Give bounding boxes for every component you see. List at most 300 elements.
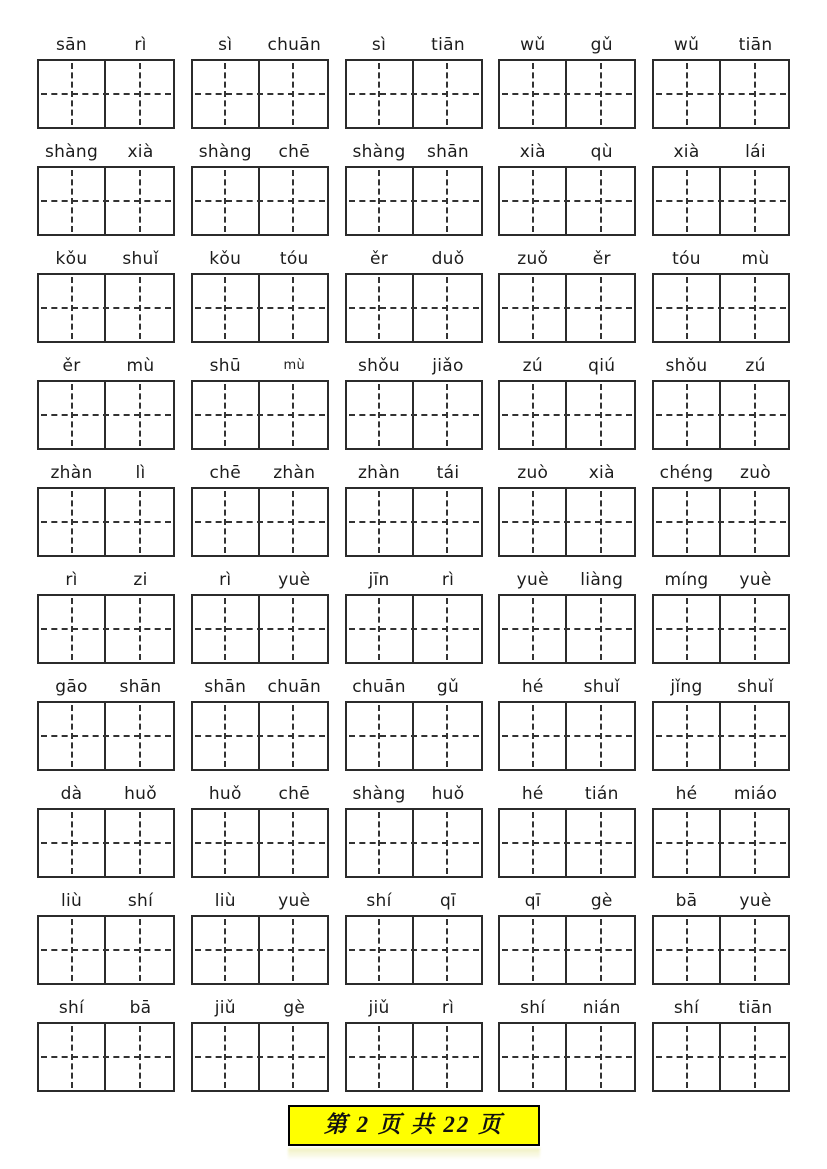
vertical-dashed-guide bbox=[754, 170, 756, 232]
vertical-dashed-guide bbox=[292, 1026, 294, 1088]
practice-box bbox=[652, 808, 790, 878]
vertical-dashed-guide bbox=[139, 812, 141, 874]
practice-box bbox=[37, 487, 175, 557]
pinyin-label: shuǐ bbox=[583, 677, 620, 697]
practice-box bbox=[498, 594, 636, 664]
pinyin-label: miáo bbox=[733, 784, 778, 804]
word-pair-group bbox=[37, 245, 175, 343]
word-pair-group bbox=[652, 245, 790, 343]
pinyin-label: qī bbox=[524, 891, 541, 911]
vertical-dashed-guide bbox=[292, 491, 294, 553]
vertical-dashed-guide bbox=[71, 598, 73, 660]
pinyin-label: jiǔ bbox=[368, 998, 390, 1018]
word-pair-group bbox=[191, 352, 329, 450]
word-pair-group bbox=[498, 780, 636, 878]
vertical-dashed-guide bbox=[532, 384, 534, 446]
pinyin-label-row bbox=[652, 352, 790, 376]
practice-box bbox=[498, 380, 636, 450]
practice-cell bbox=[721, 596, 788, 662]
page-number-footer: 第 2 页 共 22 页 bbox=[288, 1105, 540, 1146]
pinyin-label-row bbox=[345, 780, 483, 804]
vertical-dashed-guide bbox=[686, 705, 688, 767]
pinyin-label-row bbox=[498, 31, 636, 55]
pinyin-label: yuè bbox=[739, 891, 772, 911]
vertical-dashed-guide bbox=[71, 277, 73, 339]
vertical-dashed-guide bbox=[600, 812, 602, 874]
vertical-dashed-guide bbox=[446, 384, 448, 446]
practice-cell bbox=[106, 703, 173, 769]
vertical-dashed-guide bbox=[754, 1026, 756, 1088]
practice-cell bbox=[414, 168, 481, 234]
word-pair-group bbox=[37, 352, 175, 450]
pinyin-label: shí bbox=[366, 891, 392, 911]
word-pair-group bbox=[37, 887, 175, 985]
practice-cell bbox=[414, 275, 481, 341]
practice-cell bbox=[39, 168, 106, 234]
vertical-dashed-guide bbox=[446, 63, 448, 125]
practice-cell bbox=[721, 61, 788, 127]
practice-cell bbox=[347, 382, 414, 448]
vertical-dashed-guide bbox=[686, 491, 688, 553]
practice-cell bbox=[260, 275, 327, 341]
pinyin-label: yuè bbox=[278, 570, 311, 590]
pinyin-label-row bbox=[191, 887, 329, 911]
pinyin-label: shān bbox=[426, 142, 470, 162]
vertical-dashed-guide bbox=[532, 812, 534, 874]
practice-box bbox=[191, 380, 329, 450]
vertical-dashed-guide bbox=[686, 63, 688, 125]
vertical-dashed-guide bbox=[532, 491, 534, 553]
vertical-dashed-guide bbox=[71, 919, 73, 981]
pinyin-label: gāo bbox=[55, 677, 88, 697]
practice-box bbox=[345, 273, 483, 343]
word-row bbox=[37, 459, 790, 557]
pinyin-label: xià bbox=[127, 142, 154, 162]
vertical-dashed-guide bbox=[754, 919, 756, 981]
practice-cell bbox=[567, 596, 634, 662]
practice-cell bbox=[39, 382, 106, 448]
practice-box bbox=[37, 166, 175, 236]
pinyin-label: chē bbox=[278, 142, 310, 162]
pinyin-label: chē bbox=[278, 784, 310, 804]
practice-cell bbox=[39, 1024, 106, 1090]
vertical-dashed-guide bbox=[446, 598, 448, 660]
pinyin-label: zi bbox=[133, 570, 148, 590]
vertical-dashed-guide bbox=[532, 919, 534, 981]
practice-box bbox=[498, 915, 636, 985]
pinyin-label-row bbox=[345, 673, 483, 697]
word-row bbox=[37, 31, 790, 129]
vertical-dashed-guide bbox=[139, 705, 141, 767]
pinyin-label: shí bbox=[58, 998, 85, 1018]
pinyin-label: sì bbox=[218, 35, 233, 55]
vertical-dashed-guide bbox=[446, 812, 448, 874]
vertical-dashed-guide bbox=[292, 705, 294, 767]
pinyin-label: jiǔ bbox=[214, 998, 236, 1018]
practice-cell bbox=[721, 810, 788, 876]
vertical-dashed-guide bbox=[224, 1026, 226, 1088]
pinyin-label-row bbox=[345, 352, 483, 376]
practice-cell bbox=[567, 489, 634, 555]
pinyin-label: liàng bbox=[580, 570, 624, 590]
practice-cell bbox=[500, 596, 567, 662]
pinyin-label-row bbox=[652, 673, 790, 697]
practice-cell bbox=[347, 275, 414, 341]
vertical-dashed-guide bbox=[139, 384, 141, 446]
pinyin-label: shuǐ bbox=[122, 249, 159, 269]
vertical-dashed-guide bbox=[686, 170, 688, 232]
pinyin-label: liù bbox=[60, 891, 83, 911]
vertical-dashed-guide bbox=[71, 491, 73, 553]
pinyin-label: shí bbox=[127, 891, 154, 911]
pinyin-label: tiān bbox=[738, 35, 773, 55]
practice-cell bbox=[193, 489, 260, 555]
vertical-dashed-guide bbox=[600, 598, 602, 660]
pinyin-label-row bbox=[191, 673, 329, 697]
pinyin-label-row bbox=[37, 566, 175, 590]
pinyin-label: qù bbox=[590, 142, 613, 162]
word-pair-group bbox=[345, 459, 483, 557]
word-pair-group bbox=[191, 138, 329, 236]
pinyin-label-row bbox=[652, 994, 790, 1018]
practice-cell bbox=[106, 275, 173, 341]
practice-box bbox=[345, 915, 483, 985]
worksheet-grid bbox=[37, 31, 790, 1092]
pinyin-label: shàng bbox=[44, 142, 99, 162]
pinyin-label: hé bbox=[521, 677, 544, 697]
practice-box bbox=[345, 380, 483, 450]
practice-box bbox=[498, 166, 636, 236]
practice-cell bbox=[500, 917, 567, 983]
practice-cell bbox=[193, 168, 260, 234]
practice-cell bbox=[654, 1024, 721, 1090]
pinyin-label-row bbox=[37, 994, 175, 1018]
pinyin-label: kǒu bbox=[55, 249, 88, 269]
vertical-dashed-guide bbox=[600, 705, 602, 767]
practice-cell bbox=[721, 703, 788, 769]
practice-cell bbox=[567, 61, 634, 127]
pinyin-label: yuè bbox=[739, 570, 772, 590]
practice-cell bbox=[500, 61, 567, 127]
pinyin-label-row bbox=[498, 566, 636, 590]
vertical-dashed-guide bbox=[378, 277, 380, 339]
vertical-dashed-guide bbox=[292, 277, 294, 339]
pinyin-label-row bbox=[345, 138, 483, 162]
pinyin-label: shuǐ bbox=[737, 677, 774, 697]
word-pair-group bbox=[37, 780, 175, 878]
practice-cell bbox=[654, 61, 721, 127]
word-pair-group bbox=[498, 994, 636, 1092]
pinyin-label: rì bbox=[65, 570, 78, 590]
pinyin-label: tái bbox=[436, 463, 460, 483]
word-pair-group bbox=[345, 673, 483, 771]
pinyin-label: nián bbox=[582, 998, 621, 1018]
word-pair-group bbox=[37, 31, 175, 129]
word-pair-group bbox=[652, 887, 790, 985]
pinyin-label-row bbox=[191, 352, 329, 376]
pinyin-label: huǒ bbox=[208, 784, 242, 804]
word-pair-group bbox=[345, 31, 483, 129]
footer-reflection bbox=[288, 1148, 540, 1160]
practice-cell bbox=[193, 1024, 260, 1090]
word-pair-group bbox=[345, 138, 483, 236]
vertical-dashed-guide bbox=[139, 170, 141, 232]
practice-cell bbox=[260, 168, 327, 234]
practice-box bbox=[345, 594, 483, 664]
practice-cell bbox=[106, 810, 173, 876]
pinyin-label-row bbox=[498, 780, 636, 804]
pinyin-label: ěr bbox=[592, 249, 611, 269]
practice-cell bbox=[260, 1024, 327, 1090]
vertical-dashed-guide bbox=[532, 705, 534, 767]
vertical-dashed-guide bbox=[754, 384, 756, 446]
word-pair-group bbox=[345, 780, 483, 878]
practice-cell bbox=[654, 382, 721, 448]
vertical-dashed-guide bbox=[754, 598, 756, 660]
vertical-dashed-guide bbox=[224, 812, 226, 874]
practice-cell bbox=[193, 275, 260, 341]
pinyin-label-row bbox=[498, 138, 636, 162]
pinyin-label: huǒ bbox=[124, 784, 157, 804]
pinyin-label: mù bbox=[741, 249, 770, 269]
vertical-dashed-guide bbox=[378, 812, 380, 874]
pinyin-label-row bbox=[498, 673, 636, 697]
vertical-dashed-guide bbox=[378, 1026, 380, 1088]
vertical-dashed-guide bbox=[686, 1026, 688, 1088]
word-pair-group bbox=[652, 780, 790, 878]
practice-box bbox=[652, 166, 790, 236]
vertical-dashed-guide bbox=[532, 63, 534, 125]
practice-cell bbox=[500, 703, 567, 769]
practice-cell bbox=[347, 703, 414, 769]
word-pair-group bbox=[652, 566, 790, 664]
pinyin-label: lì bbox=[135, 463, 146, 483]
practice-cell bbox=[500, 489, 567, 555]
word-pair-group bbox=[498, 566, 636, 664]
practice-box bbox=[345, 166, 483, 236]
pinyin-label: tiān bbox=[431, 35, 465, 55]
practice-box bbox=[345, 1022, 483, 1092]
vertical-dashed-guide bbox=[378, 63, 380, 125]
practice-cell bbox=[654, 275, 721, 341]
vertical-dashed-guide bbox=[754, 63, 756, 125]
vertical-dashed-guide bbox=[532, 170, 534, 232]
pinyin-label: zuǒ bbox=[517, 249, 549, 269]
practice-box bbox=[345, 701, 483, 771]
word-pair-group bbox=[37, 994, 175, 1092]
practice-cell bbox=[500, 1024, 567, 1090]
vertical-dashed-guide bbox=[600, 1026, 602, 1088]
practice-box bbox=[652, 380, 790, 450]
practice-cell bbox=[721, 917, 788, 983]
word-pair-group bbox=[191, 245, 329, 343]
vertical-dashed-guide bbox=[446, 491, 448, 553]
vertical-dashed-guide bbox=[378, 705, 380, 767]
vertical-dashed-guide bbox=[686, 598, 688, 660]
pinyin-label-row bbox=[37, 352, 175, 376]
pinyin-label: rì bbox=[134, 35, 147, 55]
vertical-dashed-guide bbox=[686, 812, 688, 874]
pinyin-label-row bbox=[191, 245, 329, 269]
practice-box bbox=[345, 59, 483, 129]
practice-cell bbox=[654, 917, 721, 983]
word-row bbox=[37, 887, 790, 985]
pinyin-label: zú bbox=[745, 356, 766, 376]
practice-box bbox=[498, 701, 636, 771]
pinyin-label: gǔ bbox=[436, 677, 460, 697]
pinyin-label: jīn bbox=[368, 570, 390, 590]
pinyin-label-row bbox=[37, 887, 175, 911]
practice-cell bbox=[260, 489, 327, 555]
pinyin-label: chuān bbox=[267, 677, 322, 697]
word-pair-group bbox=[191, 887, 329, 985]
vertical-dashed-guide bbox=[532, 1026, 534, 1088]
practice-cell bbox=[654, 168, 721, 234]
pinyin-label: gè bbox=[283, 998, 306, 1018]
pinyin-label: shǒu bbox=[357, 356, 400, 376]
practice-box bbox=[498, 273, 636, 343]
practice-cell bbox=[106, 1024, 173, 1090]
practice-cell bbox=[193, 61, 260, 127]
pinyin-label-row bbox=[191, 459, 329, 483]
pinyin-label: chéng bbox=[659, 463, 714, 483]
vertical-dashed-guide bbox=[600, 277, 602, 339]
practice-box bbox=[191, 59, 329, 129]
pinyin-label: shàng bbox=[352, 784, 406, 804]
pinyin-label: bā bbox=[129, 998, 152, 1018]
pinyin-label: sān bbox=[56, 35, 87, 55]
pinyin-label: bā bbox=[675, 891, 698, 911]
vertical-dashed-guide bbox=[446, 1026, 448, 1088]
practice-cell bbox=[39, 61, 106, 127]
vertical-dashed-guide bbox=[224, 170, 226, 232]
practice-box bbox=[652, 594, 790, 664]
practice-cell bbox=[193, 703, 260, 769]
pinyin-label-row bbox=[652, 780, 790, 804]
vertical-dashed-guide bbox=[224, 491, 226, 553]
pinyin-label: zhàn bbox=[273, 463, 316, 483]
vertical-dashed-guide bbox=[292, 384, 294, 446]
vertical-dashed-guide bbox=[600, 63, 602, 125]
vertical-dashed-guide bbox=[71, 1026, 73, 1088]
pinyin-label-row bbox=[191, 31, 329, 55]
practice-cell bbox=[39, 917, 106, 983]
practice-cell bbox=[193, 382, 260, 448]
practice-box bbox=[191, 701, 329, 771]
pinyin-label-row bbox=[345, 566, 483, 590]
pinyin-label: chē bbox=[209, 463, 241, 483]
vertical-dashed-guide bbox=[292, 598, 294, 660]
pinyin-label: shí bbox=[520, 998, 546, 1018]
word-pair-group bbox=[37, 459, 175, 557]
practice-cell bbox=[39, 275, 106, 341]
vertical-dashed-guide bbox=[446, 170, 448, 232]
word-pair-group bbox=[37, 566, 175, 664]
vertical-dashed-guide bbox=[378, 598, 380, 660]
practice-box bbox=[37, 1022, 175, 1092]
practice-cell bbox=[500, 275, 567, 341]
word-pair-group bbox=[345, 352, 483, 450]
pinyin-label: rì bbox=[219, 570, 232, 590]
word-row bbox=[37, 780, 790, 878]
vertical-dashed-guide bbox=[71, 170, 73, 232]
practice-cell bbox=[654, 489, 721, 555]
vertical-dashed-guide bbox=[292, 63, 294, 125]
pinyin-label: shū bbox=[209, 356, 241, 376]
word-pair-group bbox=[498, 245, 636, 343]
word-row bbox=[37, 994, 790, 1092]
practice-cell bbox=[567, 810, 634, 876]
pinyin-label: hé bbox=[521, 784, 544, 804]
practice-cell bbox=[260, 810, 327, 876]
practice-cell bbox=[347, 1024, 414, 1090]
pinyin-label: wǔ bbox=[673, 35, 700, 55]
pinyin-label: xià bbox=[519, 142, 546, 162]
pinyin-label: qī bbox=[439, 891, 457, 911]
vertical-dashed-guide bbox=[378, 491, 380, 553]
practice-box bbox=[37, 380, 175, 450]
pinyin-label: xià bbox=[588, 463, 615, 483]
practice-cell bbox=[347, 489, 414, 555]
pinyin-label: wǔ bbox=[520, 35, 546, 55]
word-pair-group bbox=[345, 566, 483, 664]
vertical-dashed-guide bbox=[600, 170, 602, 232]
pinyin-label-row bbox=[498, 352, 636, 376]
worksheet-page bbox=[37, 0, 790, 1160]
practice-cell bbox=[567, 168, 634, 234]
practice-cell bbox=[260, 917, 327, 983]
word-pair-group bbox=[652, 459, 790, 557]
practice-cell bbox=[567, 917, 634, 983]
pinyin-label-row bbox=[345, 31, 483, 55]
practice-cell bbox=[721, 489, 788, 555]
pinyin-label: jiǎo bbox=[432, 356, 464, 376]
practice-box bbox=[652, 701, 790, 771]
practice-cell bbox=[567, 703, 634, 769]
practice-cell bbox=[721, 1024, 788, 1090]
word-pair-group bbox=[652, 994, 790, 1092]
vertical-dashed-guide bbox=[139, 1026, 141, 1088]
word-pair-group bbox=[345, 245, 483, 343]
practice-cell bbox=[347, 810, 414, 876]
practice-cell bbox=[567, 275, 634, 341]
practice-box bbox=[191, 487, 329, 557]
vertical-dashed-guide bbox=[224, 277, 226, 339]
vertical-dashed-guide bbox=[139, 277, 141, 339]
pinyin-label-row bbox=[498, 459, 636, 483]
pinyin-label-row bbox=[191, 566, 329, 590]
practice-cell bbox=[654, 810, 721, 876]
pinyin-label-row bbox=[498, 245, 636, 269]
practice-cell bbox=[414, 596, 481, 662]
practice-box bbox=[652, 915, 790, 985]
pinyin-label-row bbox=[191, 138, 329, 162]
practice-cell bbox=[414, 917, 481, 983]
pinyin-label-row bbox=[37, 673, 175, 697]
vertical-dashed-guide bbox=[686, 919, 688, 981]
vertical-dashed-guide bbox=[754, 491, 756, 553]
practice-cell bbox=[193, 596, 260, 662]
pinyin-label: rì bbox=[441, 570, 455, 590]
practice-box bbox=[191, 808, 329, 878]
pinyin-label: shàng bbox=[198, 142, 252, 162]
pinyin-label-row bbox=[37, 780, 175, 804]
practice-cell bbox=[106, 489, 173, 555]
vertical-dashed-guide bbox=[378, 919, 380, 981]
practice-box bbox=[191, 166, 329, 236]
practice-box bbox=[191, 594, 329, 664]
word-pair-group bbox=[191, 566, 329, 664]
